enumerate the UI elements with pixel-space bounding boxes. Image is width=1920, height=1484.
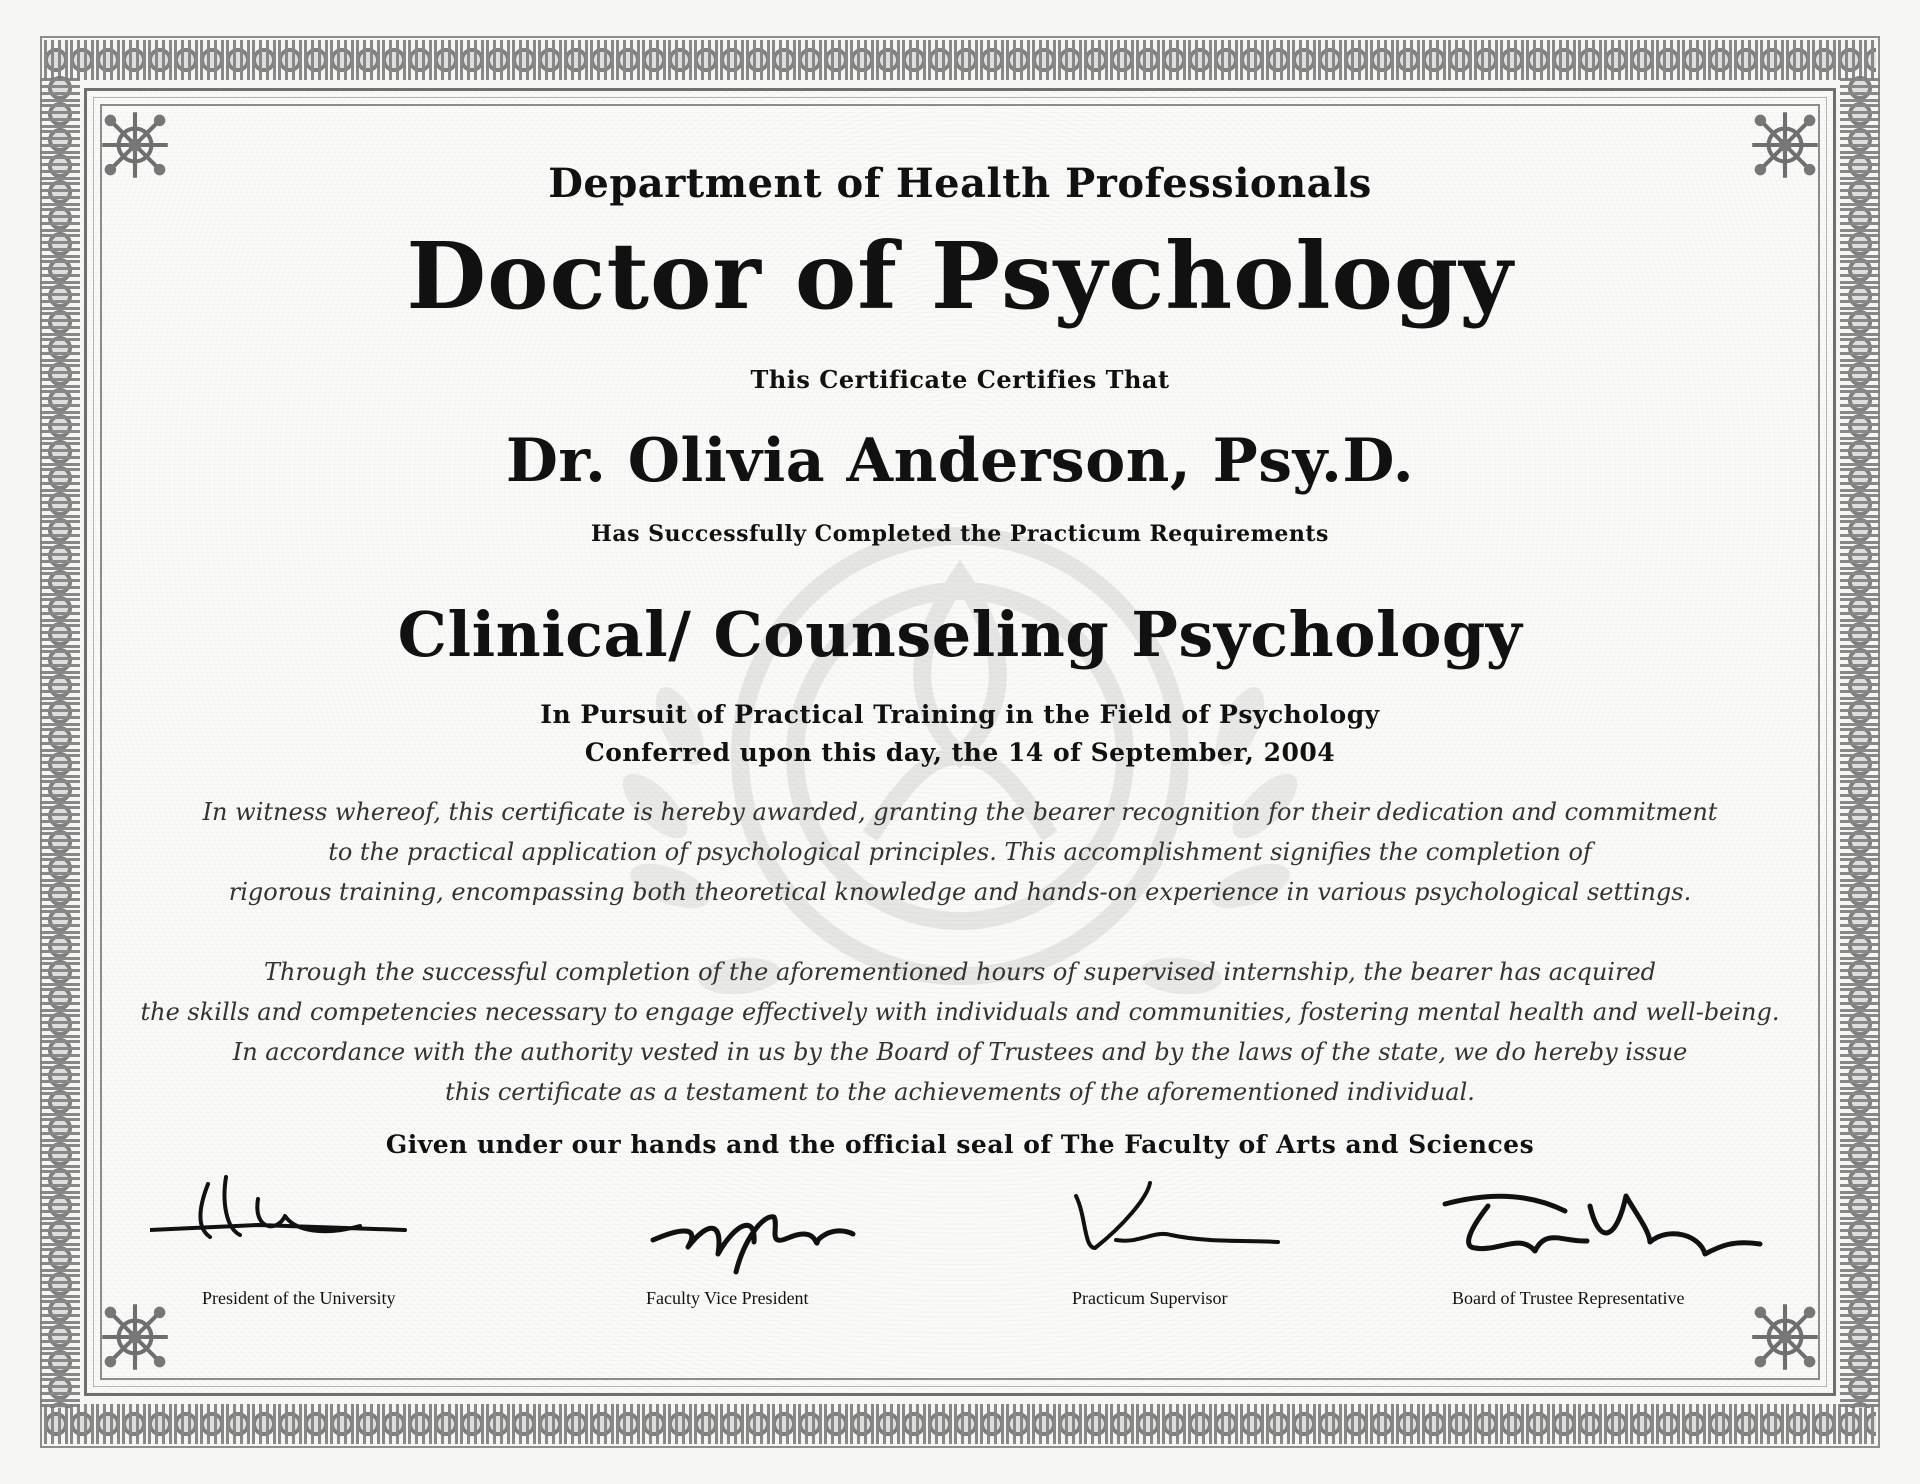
recipient-name: Dr. Olivia Anderson, Psy.D. [505,426,1415,496]
pursuit-line: In Pursuit of Practical Training in the Field of Psychology [540,700,1380,729]
authority-paragraph-line: this certificate as a testament to the achievements of the aforementioned individual. [445,1078,1475,1106]
bottom-right-ornament-icon [1744,1296,1826,1378]
board-trustee-caption: Board of Trustee Representative [1452,1288,1685,1308]
president-signature [150,1172,480,1258]
department-heading: Department of Health Professionals [548,160,1372,207]
practicum-supervisor-signature [1068,1178,1398,1264]
bottom-chain-border [44,1404,1876,1444]
authority-paragraph-line: In accordance with the authority vested in us by the Board of Trustees and by the laws of the state, we do hereby issue [232,1038,1688,1066]
president-caption: President of the University [202,1288,396,1308]
top-chain-border [44,40,1876,80]
bottom-left-ornament-icon [94,1296,176,1378]
witness-paragraph-line: rigorous training, encompassing both theoretical knowledge and hands-on experience in various psychological settings. [228,878,1692,906]
witness-paragraph-line: to the practical application of psychological principles. This accomplishment signifies the completion of [328,838,1592,866]
completion-line: Has Successfully Completed the Practicum Requirements [591,521,1329,547]
official-seal-line: Given under our hands and the official seal of The Faculty of Arts and Sciences [385,1130,1535,1159]
program-name: Clinical/ Counseling Psychology [397,598,1523,671]
certificate-title: Doctor of Psychology [406,222,1514,330]
authority-paragraph-line: the skills and competencies necessary to engage effectively with individuals and communities, fostering mental health and well-being. [140,998,1780,1026]
authority-paragraph-line: Through the successful completion of the aforementioned hours of supervised internship, the bearer has acquired [263,958,1657,986]
practicum-supervisor-caption: Practicum Supervisor [1072,1288,1228,1308]
certifies-line: This Certificate Certifies That [750,365,1170,394]
vice-president-signature [648,1192,978,1278]
conferred-date-line: Conferred upon this day, the 14 of September, 2004 [584,738,1336,767]
faculty-vice-president-caption: Faculty Vice President [646,1288,809,1308]
witness-paragraph-line: In witness whereof, this certificate is hereby awarded, granting the bearer recognition for their dedication and commitment [202,798,1718,826]
board-trustee-signature [1440,1186,1770,1272]
